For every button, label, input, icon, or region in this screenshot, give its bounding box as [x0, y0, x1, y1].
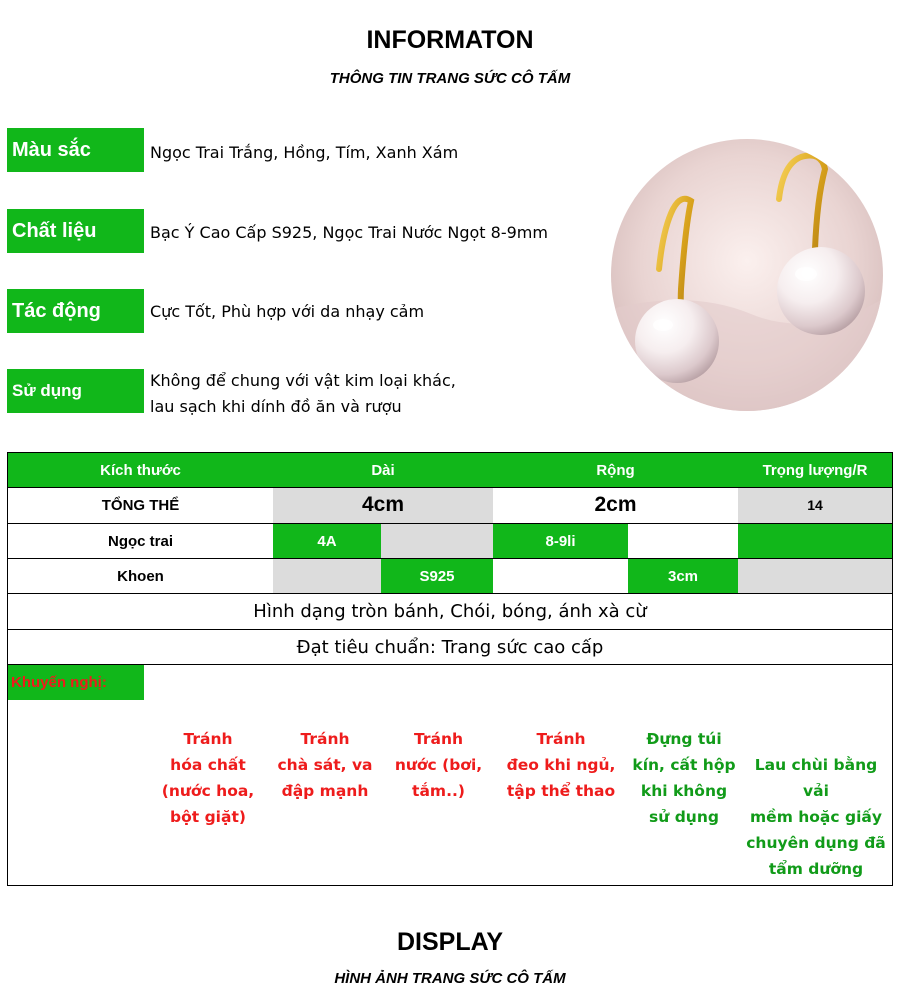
- row-ngoc-trai-trong-luong: [738, 524, 892, 558]
- page-subtitle: THÔNG TIN TRANG SỨC CÔ TẤM: [329, 70, 571, 87]
- rec-line: bột giặt): [170, 808, 246, 826]
- rec-line: tắm..): [412, 782, 465, 800]
- row-ngoc-trai-rong: 8-9li: [493, 524, 628, 558]
- rec-line: chuyên dụng đã: [746, 834, 886, 852]
- specification-table: [7, 452, 893, 886]
- page-title: INFORMATON: [366, 26, 534, 54]
- recommend-cleaning: [741, 752, 891, 882]
- rec-line: Tránh: [183, 730, 233, 748]
- rec-line: mềm hoặc giấy: [750, 808, 882, 826]
- rec-line: (nước hoa,: [161, 782, 255, 800]
- divider: [8, 593, 892, 594]
- rec-line: Tránh: [300, 730, 350, 748]
- divider: [8, 487, 892, 488]
- pearl-earring-illustration: [611, 139, 883, 411]
- row-khoen-label: Khoen: [117, 567, 164, 585]
- rec-line: hóa chất: [170, 756, 246, 774]
- rec-line: nước (bơi,: [394, 756, 483, 774]
- rec-line: tẩm dưỡng: [768, 860, 864, 878]
- rec-line: đập mạnh: [281, 782, 369, 800]
- header-kich-thuoc: Kích thước: [8, 453, 273, 487]
- header-trong-luong: Trọng lượng/R: [738, 453, 892, 487]
- note-shape: Hình dạng tròn bánh, Chói, bóng, ánh xà cừ: [253, 601, 647, 622]
- rec-line: sử dụng: [649, 808, 719, 826]
- header-rong: Rộng: [493, 453, 738, 487]
- recommend-avoid-impact: [270, 726, 380, 804]
- row-ngoc-trai-rong-blank: [628, 524, 738, 558]
- display-title: DISPLAY: [396, 928, 504, 956]
- divider: [8, 523, 892, 524]
- header-dai: Dài: [273, 453, 493, 487]
- recommend-label: Khuyến nghị:: [8, 665, 144, 700]
- rec-line: đeo khi ngủ,: [506, 756, 616, 774]
- value-tac-dong: Cực Tốt, Phù hợp với da nhạy cảm: [150, 302, 425, 321]
- value-chat-lieu: Bạc Ý Cao Cấp S925, Ngọc Trai Nước Ngọt 8-9mm: [150, 223, 548, 242]
- note-standard: Đạt tiêu chuẩn: Trang sức cao cấp: [296, 637, 604, 658]
- value-su-dung: [150, 368, 456, 420]
- row-tong-the-rong: 2cm: [594, 493, 637, 516]
- rec-line: chà sát, va: [277, 756, 373, 774]
- label-mau-sac: Màu sắc: [7, 128, 144, 172]
- recommend-avoid-sleep: [496, 726, 626, 804]
- recommend-storage: [628, 726, 740, 830]
- value-mau-sac: Ngọc Trai Trắng, Hồng, Tím, Xanh Xám: [150, 143, 459, 162]
- value-su-dung-line-2: lau sạch khi dính đồ ăn và rượu: [150, 397, 402, 416]
- rec-line: khi không: [640, 782, 728, 800]
- value-su-dung-line-1: Không để chung với vật kim loại khác,: [150, 371, 456, 390]
- label-tac-dong: Tác động: [7, 289, 144, 333]
- row-ngoc-trai-dai-blank: [381, 524, 493, 558]
- rec-line: Lau chùi bằng vải: [754, 756, 878, 800]
- label-su-dung: Sử dụng: [7, 369, 144, 413]
- row-khoen-rong: 3cm: [628, 559, 738, 593]
- row-khoen-dai: S925: [381, 559, 493, 593]
- recommend-avoid-chemicals: [153, 726, 263, 830]
- row-tong-the-dai: 4cm: [273, 487, 493, 523]
- row-tong-the-trong-luong: 14: [738, 487, 892, 523]
- row-khoen-trong-luong: [738, 559, 892, 593]
- row-khoen-dai-blank: [273, 559, 381, 593]
- rec-line: Tránh: [536, 730, 586, 748]
- divider: [8, 558, 892, 559]
- rec-line: tập thể thao: [506, 782, 616, 800]
- row-ngoc-trai-label: Ngọc trai: [107, 532, 173, 550]
- rec-line: Đựng túi: [646, 730, 722, 748]
- row-khoen-rong-blank: [493, 559, 628, 593]
- pearl-earring-photo: [611, 139, 883, 411]
- rec-line: Tránh: [413, 730, 464, 748]
- recommend-avoid-water: [386, 726, 491, 804]
- rec-line: kín, cất hộp: [632, 756, 736, 774]
- display-subtitle: HÌNH ẢNH TRANG SỨC CÔ TẤM: [334, 970, 566, 987]
- divider: [8, 629, 892, 630]
- row-ngoc-trai-dai: 4A: [273, 524, 381, 558]
- label-chat-lieu: Chất liệu: [7, 209, 144, 253]
- row-tong-the-label: TỔNG THỂ: [101, 496, 180, 514]
